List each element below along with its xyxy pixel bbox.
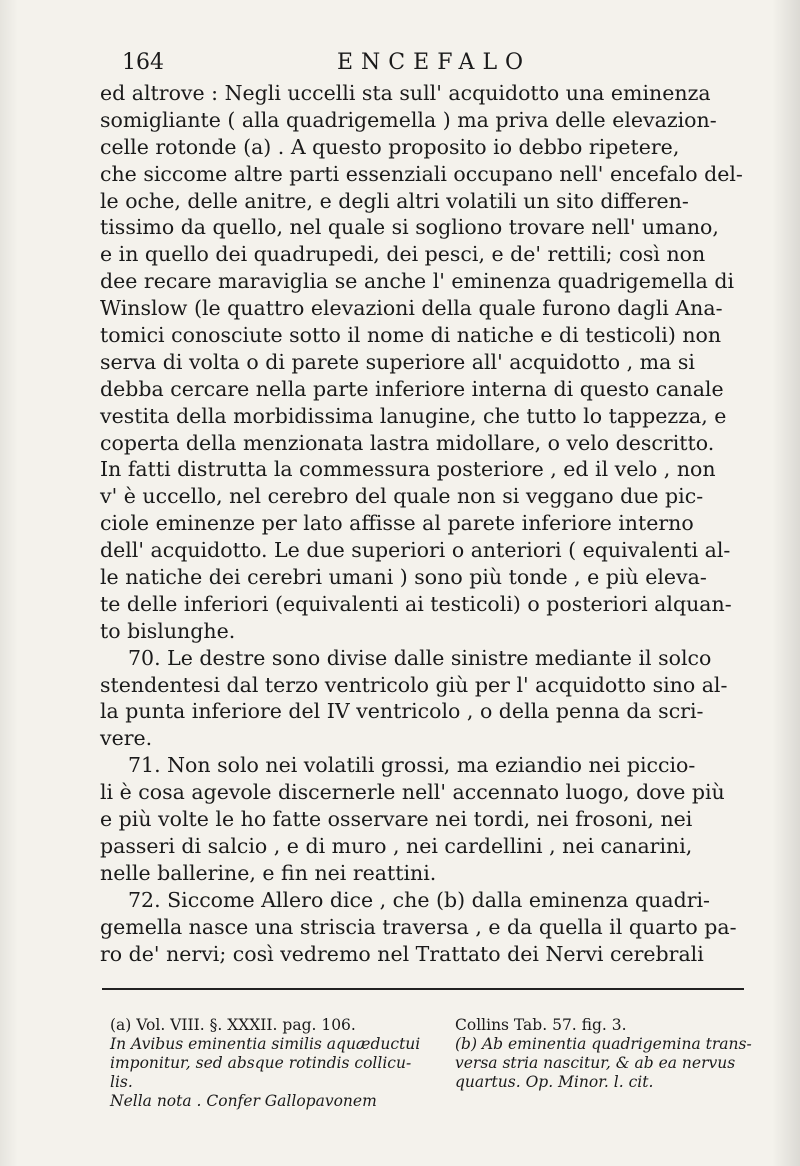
footnote-line: In Avibus eminentia similis aquæductui [110,1035,421,1053]
footnote-line: lis. [110,1073,133,1091]
footnote-line: quartus. Op. Minor. l. cit. [455,1073,654,1091]
text-line: vere. [100,726,153,751]
text-line: serva di volta o di parete superiore all' acquidotto , ma si [100,349,695,374]
text-line: somigliante ( alla quadrigemella ) ma priva delle elevazion- [100,107,717,132]
text-line: dee recare maraviglia se anche l' eminenza quadrigemella di [100,269,734,294]
text-line: to bislunghe. [100,618,236,643]
text-line: gemella nasce una striscia traversa , e da quella il quarto pa- [100,914,737,939]
page-shadow-left [0,0,18,1166]
footnote-line: imponitur, sed absque rotindis collicu- [110,1054,412,1072]
text-line: In fatti distrutta la commessura posteriore , ed il velo , non [100,457,716,482]
footnotes-right [455,1016,755,1092]
text-line: dell' acquidotto. Le due superiori o anteriori ( equivalenti al- [100,538,731,563]
footnote-line: Nella nota . Confer Gallopavonem [110,1092,377,1110]
text-line: e in quello dei quadrupedi, dei pesci, e de' rettili; così non [100,242,706,267]
text-line: ro de' nervi; così vedremo nel Trattato dei Nervi cerebrali [100,941,704,966]
text-line: e più volte le ho fatte osservare nei tordi, nei frosoni, nei [100,807,693,832]
footnote-rule [102,988,744,990]
text-line: Winslow (le quattro elevazioni della quale furono dagli Ana- [100,296,723,321]
text-line: tomici conosciute sotto il nome di natiche e di testicoli) non [100,323,722,348]
text-line: celle rotonde (a) . A questo proposito io debbo ripetere, [100,134,680,159]
paragraph-70-start: 70. Le destre sono divise dalle sinistre mediante il solco [128,645,712,670]
footnote-line: Collins Tab. 57. fig. 3. [455,1016,627,1034]
text-line: passeri di salcio , e di muro , nei cardellini , nei canarini, [100,833,693,858]
text-line: ciole eminenze per lato affisse al parete inferiore interno [100,511,694,536]
body-text [100,80,748,967]
footnote-line: (a) Vol. VIII. §. XXXII. pag. 106. [110,1016,356,1034]
text-line: v' è uccello, nel cerebro del quale non si veggano due pic- [100,484,704,509]
footnotes-left [110,1016,430,1111]
text-line: che siccome altre parti essenziali occupano nell' encefalo del- [100,161,743,186]
running-title: ENCEFALO [337,50,532,75]
page-number: 164 [122,50,164,75]
page-shadow-right [772,0,800,1166]
paragraph-72-start: 72. Siccome Allero dice , che (b) dalla eminenza quadri- [128,887,710,912]
text-line: tissimo da quello, nel quale si sogliono trovare nell' umano, [100,215,719,240]
text-line: nelle ballerine, e fin nei reattini. [100,860,437,885]
footnote-line: (b) Ab eminentia quadrigemina trans- [455,1035,752,1053]
text-line: te delle inferiori (equivalenti ai testicoli) o posteriori alquan- [100,591,732,616]
text-line: stendentesi dal terzo ventricolo giù per l' acquidotto sino al- [100,672,728,697]
text-line: la punta inferiore del IV ventricolo , o della penna da scri- [100,699,704,724]
text-line: le oche, delle anitre, e degli altri volatili un sito differen- [100,188,689,213]
footnote-line: versa stria nascitur, & ab ea nervus [455,1054,736,1072]
text-line: vestita della morbidissima lanugine, che tutto lo tappezza, e [100,403,727,428]
text-line: li è cosa agevole discernerle nell' accennato luogo, dove più [100,780,725,805]
text-line: coperta della menzionata lastra midollare, o velo descritto. [100,430,715,455]
text-line: debba cercare nella parte inferiore interna di questo canale [100,376,724,401]
paragraph-71-start: 71. Non solo nei volatili grossi, ma eziandio nei piccio- [128,753,696,778]
text-line: ed altrove : Negli uccelli sta sull' acquidotto una eminenza [100,81,711,105]
text-line: le natiche dei cerebri umani ) sono più tonde , e più eleva- [100,565,707,590]
page-header [122,50,742,82]
